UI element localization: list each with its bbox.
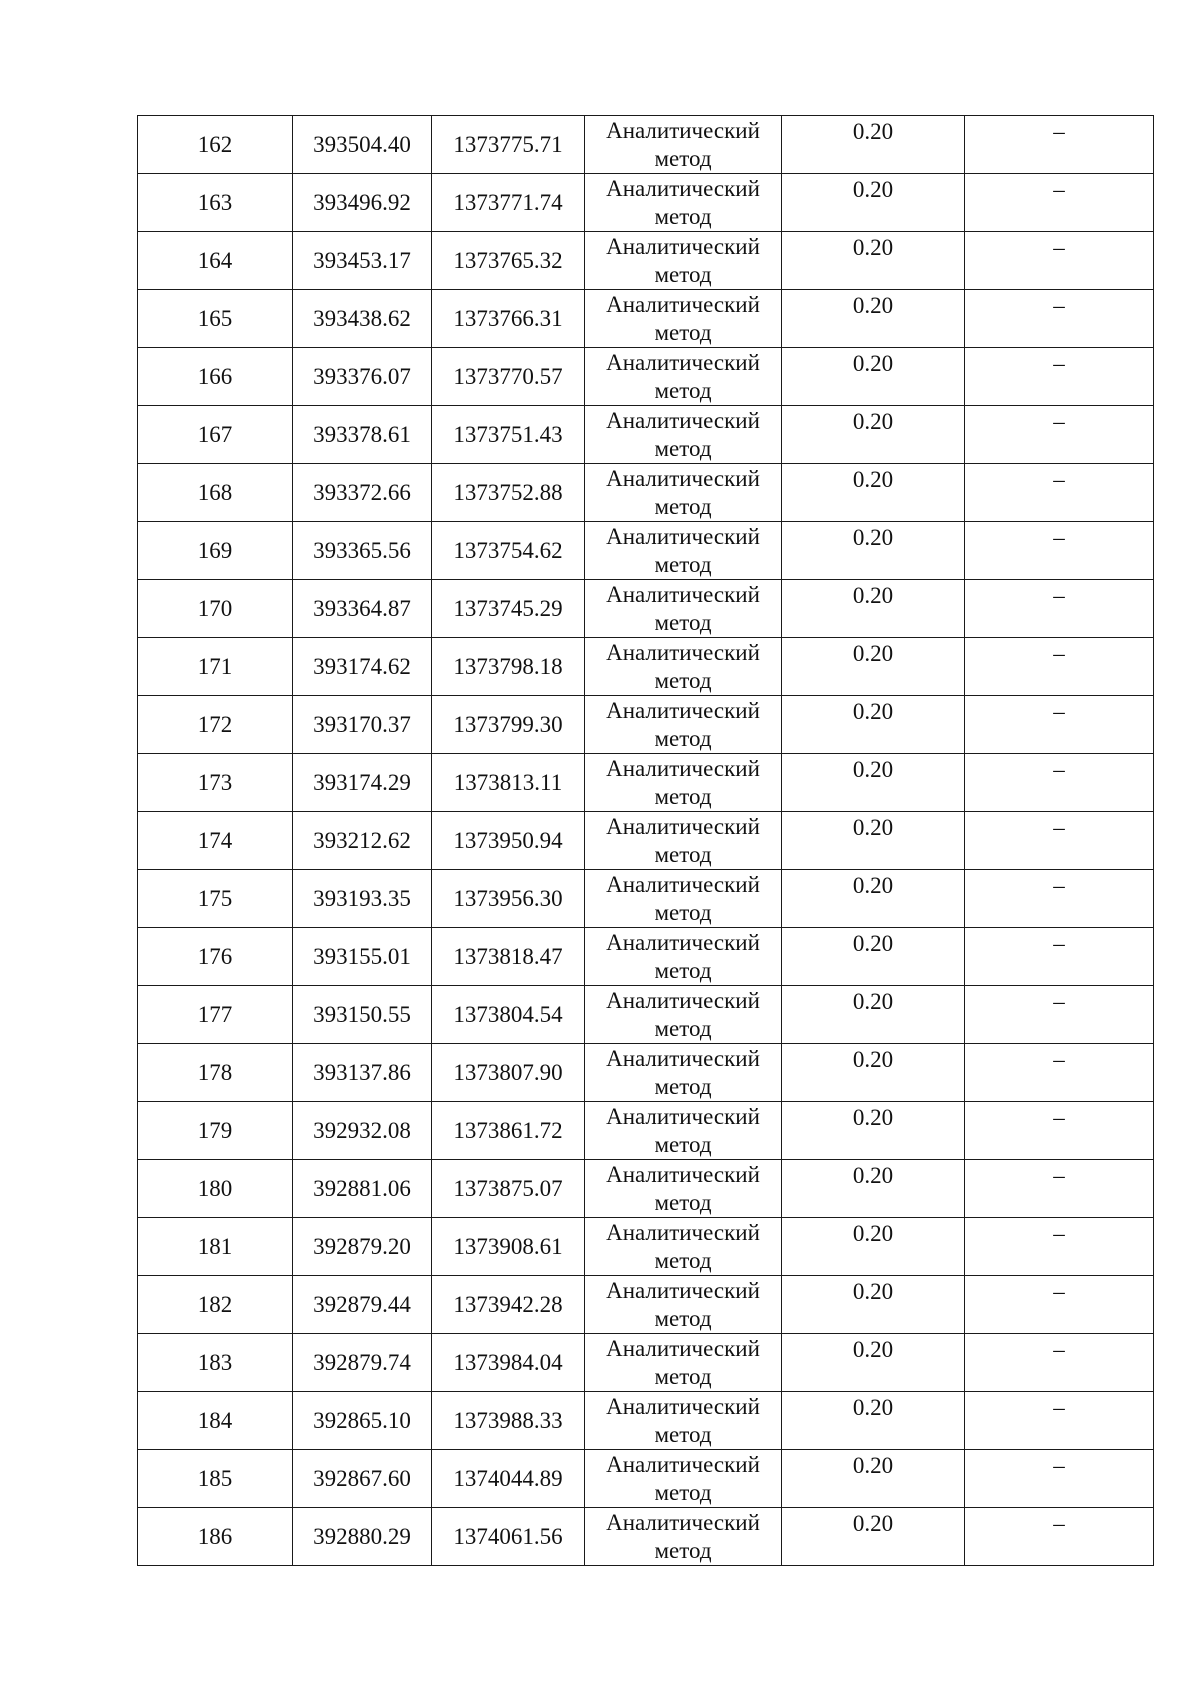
note-cell: –	[965, 1508, 1154, 1566]
method-line-2: метод	[654, 1074, 712, 1099]
method-line-2: метод	[654, 1538, 712, 1563]
coordinates-table	[137, 115, 1154, 1566]
method-cell	[585, 1276, 782, 1334]
point-number-cell: 185	[138, 1450, 293, 1508]
x-coordinate-cell: 393496.92	[293, 174, 432, 232]
precision-cell: 0.20	[782, 406, 965, 464]
x-coordinate-cell: 392881.06	[293, 1160, 432, 1218]
method-line-1: Аналитический	[606, 814, 760, 839]
x-coordinate-cell: 393365.56	[293, 522, 432, 580]
x-coordinate-cell: 392867.60	[293, 1450, 432, 1508]
table-row	[138, 580, 1154, 638]
method-line-1: Аналитический	[606, 1336, 760, 1361]
method-line-2: метод	[654, 436, 712, 461]
x-coordinate-cell: 393150.55	[293, 986, 432, 1044]
method-line-2: метод	[654, 494, 712, 519]
note-cell: –	[965, 290, 1154, 348]
table-row	[138, 290, 1154, 348]
point-number-cell: 165	[138, 290, 293, 348]
point-number-cell: 171	[138, 638, 293, 696]
table-row	[138, 174, 1154, 232]
method-line-1: Аналитический	[606, 1452, 760, 1477]
y-coordinate-cell: 1373908.61	[432, 1218, 585, 1276]
note-cell: –	[965, 522, 1154, 580]
method-cell	[585, 1160, 782, 1218]
method-cell	[585, 1450, 782, 1508]
note-cell: –	[965, 1044, 1154, 1102]
method-cell	[585, 522, 782, 580]
point-number-cell: 173	[138, 754, 293, 812]
method-cell	[585, 1044, 782, 1102]
x-coordinate-cell: 393438.62	[293, 290, 432, 348]
precision-cell: 0.20	[782, 348, 965, 406]
y-coordinate-cell: 1373771.74	[432, 174, 585, 232]
method-cell	[585, 986, 782, 1044]
note-cell: –	[965, 870, 1154, 928]
precision-cell: 0.20	[782, 464, 965, 522]
precision-cell: 0.20	[782, 638, 965, 696]
note-cell: –	[965, 1160, 1154, 1218]
method-line-2: метод	[654, 1190, 712, 1215]
note-cell: –	[965, 174, 1154, 232]
method-cell	[585, 638, 782, 696]
precision-cell: 0.20	[782, 1450, 965, 1508]
x-coordinate-cell: 392865.10	[293, 1392, 432, 1450]
method-line-2: метод	[654, 1422, 712, 1447]
method-cell	[585, 870, 782, 928]
method-line-2: метод	[654, 842, 712, 867]
y-coordinate-cell: 1373956.30	[432, 870, 585, 928]
method-line-2: метод	[654, 552, 712, 577]
method-cell	[585, 406, 782, 464]
point-number-cell: 163	[138, 174, 293, 232]
method-line-1: Аналитический	[606, 176, 760, 201]
precision-cell: 0.20	[782, 1102, 965, 1160]
y-coordinate-cell: 1373798.18	[432, 638, 585, 696]
method-line-1: Аналитический	[606, 118, 760, 143]
method-line-1: Аналитический	[606, 524, 760, 549]
y-coordinate-cell: 1373807.90	[432, 1044, 585, 1102]
method-line-1: Аналитический	[606, 1046, 760, 1071]
note-cell: –	[965, 1334, 1154, 1392]
precision-cell: 0.20	[782, 232, 965, 290]
precision-cell: 0.20	[782, 1218, 965, 1276]
point-number-cell: 176	[138, 928, 293, 986]
y-coordinate-cell: 1374044.89	[432, 1450, 585, 1508]
y-coordinate-cell: 1373745.29	[432, 580, 585, 638]
point-number-cell: 181	[138, 1218, 293, 1276]
point-number-cell: 170	[138, 580, 293, 638]
note-cell: –	[965, 406, 1154, 464]
point-number-cell: 183	[138, 1334, 293, 1392]
method-line-1: Аналитический	[606, 930, 760, 955]
x-coordinate-cell: 392879.20	[293, 1218, 432, 1276]
y-coordinate-cell: 1373950.94	[432, 812, 585, 870]
note-cell: –	[965, 464, 1154, 522]
method-line-2: метод	[654, 726, 712, 751]
method-line-1: Аналитический	[606, 350, 760, 375]
table-row	[138, 1450, 1154, 1508]
precision-cell: 0.20	[782, 1392, 965, 1450]
method-line-2: метод	[654, 958, 712, 983]
method-cell	[585, 232, 782, 290]
method-line-1: Аналитический	[606, 234, 760, 259]
point-number-cell: 169	[138, 522, 293, 580]
y-coordinate-cell: 1373754.62	[432, 522, 585, 580]
y-coordinate-cell: 1373765.32	[432, 232, 585, 290]
method-cell	[585, 1218, 782, 1276]
method-cell	[585, 812, 782, 870]
table-row	[138, 1334, 1154, 1392]
method-line-1: Аналитический	[606, 698, 760, 723]
point-number-cell: 168	[138, 464, 293, 522]
point-number-cell: 178	[138, 1044, 293, 1102]
table-row	[138, 1102, 1154, 1160]
method-line-1: Аналитический	[606, 582, 760, 607]
precision-cell: 0.20	[782, 580, 965, 638]
point-number-cell: 179	[138, 1102, 293, 1160]
method-line-1: Аналитический	[606, 1394, 760, 1419]
table-row	[138, 638, 1154, 696]
y-coordinate-cell: 1373942.28	[432, 1276, 585, 1334]
note-cell: –	[965, 638, 1154, 696]
y-coordinate-cell: 1373775.71	[432, 116, 585, 174]
x-coordinate-cell: 393364.87	[293, 580, 432, 638]
table-row	[138, 812, 1154, 870]
note-cell: –	[965, 1218, 1154, 1276]
y-coordinate-cell: 1374061.56	[432, 1508, 585, 1566]
point-number-cell: 162	[138, 116, 293, 174]
x-coordinate-cell: 393174.62	[293, 638, 432, 696]
point-number-cell: 172	[138, 696, 293, 754]
y-coordinate-cell: 1373770.57	[432, 348, 585, 406]
note-cell: –	[965, 1392, 1154, 1450]
note-cell: –	[965, 754, 1154, 812]
precision-cell: 0.20	[782, 116, 965, 174]
method-cell	[585, 696, 782, 754]
method-cell	[585, 464, 782, 522]
method-line-1: Аналитический	[606, 756, 760, 781]
method-line-2: метод	[654, 1248, 712, 1273]
precision-cell: 0.20	[782, 1160, 965, 1218]
method-line-2: метод	[654, 1306, 712, 1331]
method-cell	[585, 928, 782, 986]
method-line-2: метод	[654, 1016, 712, 1041]
precision-cell: 0.20	[782, 1044, 965, 1102]
method-line-2: метод	[654, 262, 712, 287]
note-cell: –	[965, 580, 1154, 638]
table-row	[138, 116, 1154, 174]
method-line-2: метод	[654, 1132, 712, 1157]
x-coordinate-cell: 393137.86	[293, 1044, 432, 1102]
method-line-2: метод	[654, 204, 712, 229]
precision-cell: 0.20	[782, 928, 965, 986]
method-line-1: Аналитический	[606, 1510, 760, 1535]
note-cell: –	[965, 986, 1154, 1044]
point-number-cell: 177	[138, 986, 293, 1044]
method-line-2: метод	[654, 900, 712, 925]
table-row	[138, 986, 1154, 1044]
method-line-1: Аналитический	[606, 872, 760, 897]
method-line-2: метод	[654, 1480, 712, 1505]
point-number-cell: 180	[138, 1160, 293, 1218]
table-row	[138, 1160, 1154, 1218]
method-line-2: метод	[654, 320, 712, 345]
table-row	[138, 406, 1154, 464]
y-coordinate-cell: 1373875.07	[432, 1160, 585, 1218]
x-coordinate-cell: 392880.29	[293, 1508, 432, 1566]
precision-cell: 0.20	[782, 1508, 965, 1566]
method-cell	[585, 754, 782, 812]
x-coordinate-cell: 393376.07	[293, 348, 432, 406]
y-coordinate-cell: 1373799.30	[432, 696, 585, 754]
table-row	[138, 928, 1154, 986]
method-cell	[585, 1334, 782, 1392]
method-cell	[585, 290, 782, 348]
note-cell: –	[965, 812, 1154, 870]
table-row	[138, 348, 1154, 406]
y-coordinate-cell: 1373751.43	[432, 406, 585, 464]
y-coordinate-cell: 1373984.04	[432, 1334, 585, 1392]
y-coordinate-cell: 1373766.31	[432, 290, 585, 348]
method-cell	[585, 1508, 782, 1566]
method-line-1: Аналитический	[606, 1162, 760, 1187]
y-coordinate-cell: 1373752.88	[432, 464, 585, 522]
table-row	[138, 1392, 1154, 1450]
x-coordinate-cell: 393193.35	[293, 870, 432, 928]
method-cell	[585, 348, 782, 406]
precision-cell: 0.20	[782, 522, 965, 580]
table-row	[138, 522, 1154, 580]
method-cell	[585, 580, 782, 638]
method-line-1: Аналитический	[606, 1104, 760, 1129]
note-cell: –	[965, 116, 1154, 174]
precision-cell: 0.20	[782, 1276, 965, 1334]
x-coordinate-cell: 393504.40	[293, 116, 432, 174]
note-cell: –	[965, 1102, 1154, 1160]
point-number-cell: 166	[138, 348, 293, 406]
method-line-2: метод	[654, 784, 712, 809]
x-coordinate-cell: 392879.74	[293, 1334, 432, 1392]
method-cell	[585, 1102, 782, 1160]
x-coordinate-cell: 393155.01	[293, 928, 432, 986]
table-row	[138, 696, 1154, 754]
table-row	[138, 754, 1154, 812]
x-coordinate-cell: 393170.37	[293, 696, 432, 754]
table-row	[138, 1508, 1154, 1566]
note-cell: –	[965, 1450, 1154, 1508]
method-line-2: метод	[654, 378, 712, 403]
table-row	[138, 1276, 1154, 1334]
precision-cell: 0.20	[782, 986, 965, 1044]
method-line-2: метод	[654, 1364, 712, 1389]
note-cell: –	[965, 1276, 1154, 1334]
x-coordinate-cell: 393453.17	[293, 232, 432, 290]
method-line-1: Аналитический	[606, 988, 760, 1013]
method-line-1: Аналитический	[606, 292, 760, 317]
method-line-1: Аналитический	[606, 466, 760, 491]
table-row	[138, 1044, 1154, 1102]
x-coordinate-cell: 392932.08	[293, 1102, 432, 1160]
point-number-cell: 164	[138, 232, 293, 290]
method-cell	[585, 174, 782, 232]
note-cell: –	[965, 928, 1154, 986]
method-cell	[585, 1392, 782, 1450]
x-coordinate-cell: 393372.66	[293, 464, 432, 522]
precision-cell: 0.20	[782, 754, 965, 812]
point-number-cell: 182	[138, 1276, 293, 1334]
note-cell: –	[965, 232, 1154, 290]
method-cell	[585, 116, 782, 174]
note-cell: –	[965, 696, 1154, 754]
precision-cell: 0.20	[782, 696, 965, 754]
method-line-2: метод	[654, 146, 712, 171]
precision-cell: 0.20	[782, 290, 965, 348]
table-body	[138, 116, 1154, 1566]
x-coordinate-cell: 393378.61	[293, 406, 432, 464]
method-line-1: Аналитический	[606, 408, 760, 433]
table-row	[138, 1218, 1154, 1276]
x-coordinate-cell: 393212.62	[293, 812, 432, 870]
method-line-1: Аналитический	[606, 640, 760, 665]
precision-cell: 0.20	[782, 812, 965, 870]
point-number-cell: 186	[138, 1508, 293, 1566]
method-line-2: метод	[654, 610, 712, 635]
y-coordinate-cell: 1373804.54	[432, 986, 585, 1044]
table-row	[138, 232, 1154, 290]
precision-cell: 0.20	[782, 870, 965, 928]
x-coordinate-cell: 393174.29	[293, 754, 432, 812]
point-number-cell: 167	[138, 406, 293, 464]
y-coordinate-cell: 1373818.47	[432, 928, 585, 986]
precision-cell: 0.20	[782, 1334, 965, 1392]
table-row	[138, 464, 1154, 522]
precision-cell: 0.20	[782, 174, 965, 232]
method-line-1: Аналитический	[606, 1278, 760, 1303]
note-cell: –	[965, 348, 1154, 406]
method-line-1: Аналитический	[606, 1220, 760, 1245]
x-coordinate-cell: 392879.44	[293, 1276, 432, 1334]
y-coordinate-cell: 1373813.11	[432, 754, 585, 812]
point-number-cell: 174	[138, 812, 293, 870]
point-number-cell: 175	[138, 870, 293, 928]
table-row	[138, 870, 1154, 928]
method-line-2: метод	[654, 668, 712, 693]
y-coordinate-cell: 1373988.33	[432, 1392, 585, 1450]
y-coordinate-cell: 1373861.72	[432, 1102, 585, 1160]
point-number-cell: 184	[138, 1392, 293, 1450]
